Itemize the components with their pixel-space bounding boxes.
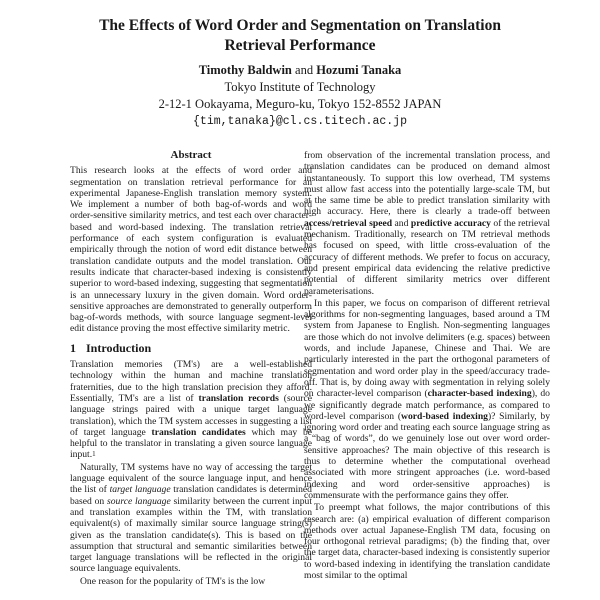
affiliation: Tokyo Institute of Technology — [224, 80, 376, 94]
term-predictive-accuracy: predictive accuracy — [410, 217, 491, 229]
address: 2-12-1 Ookayama, Meguro-ku, Tokyo 152-8552 JAPAN — [158, 97, 442, 111]
intro-p2-text-a: Naturally, TM systems have no way of accessing the target language equivalent of the source language input, and hence the list of — [70, 461, 312, 496]
intro-paragraph-1 — [70, 359, 312, 461]
term-word-based-indexing: word-based indexing — [401, 410, 488, 422]
author-and: and — [295, 63, 314, 77]
intro-paragraph-3: One reason for the popularity of TM's is the low — [80, 575, 266, 587]
intro-p2-text-b: translation candidates is determined based on — [70, 484, 312, 507]
intro-p2-text-c: similarity between the current input and translation examples within the TM, with translation equivalent(s) of maximally similar source language string(s) given as the translation candidate(s). This is based on the assumption that structural and semantic similarities between target language translations will be reflected in the original source language equivalents. — [70, 495, 313, 575]
right-p1-text-c: of the retrieval mechanism. Traditionally, research on TM retrieval methods has focused on speed, with little cross-evaluation of the accuracy of different methods. We prefer to focus on accuracy, and present empirical data evidencing the relative predictive potential of different similarity metrics over different parameterisations. — [304, 217, 550, 297]
right-paragraph-3: To preempt what follows, the major contributions of this research are: (a) empirical evaluation of different comparison methods over actual Japanese-English TM data, focusing on four orthogonal retrieval paradigms; (b) the finding that, over the target data, character-based indexing is consistently superior to word-based indexing in identifying the translation candidate most similar to the optimal — [304, 502, 550, 581]
term-translation-candidates: translation candidates — [151, 426, 246, 438]
email: {tim,tanaka}@cl.cs.titech.ac.jp — [193, 115, 407, 128]
left-column — [70, 150, 312, 587]
intro-p1-text-a: Translation memories (TM's) are a well-established technology within the human and machine translation fraternities, due to the high translation precision they afford. Essentially, TM's are a list of — [70, 359, 312, 404]
author-block — [40, 62, 560, 130]
right-p2-text-c: ), do we significantly degrade match performance, as compared to word-level comparison ( — [304, 388, 550, 422]
author-name-1: Timothy Baldwin — [198, 63, 292, 77]
title-line-1: The Effects of Word Order and Segmentation on Translation — [99, 17, 501, 34]
paper-title — [40, 16, 560, 56]
abstract-heading: Abstract — [170, 149, 212, 161]
term-character-based-indexing: character-based indexing — [427, 388, 532, 400]
section-heading-introduction — [70, 340, 312, 355]
section-number: 1 — [70, 340, 76, 355]
intro-paragraph-2 — [70, 462, 312, 575]
right-p1-text-a: from observation of the incremental translation process, and translation candidates can be produced on demand almost instantaneously. To support this low overhead, TM systems must allow fast access into the potentially large-scale TM, but at the same time be able to predict translation similarity with high accuracy. Here, there is clearly a trade-off between — [304, 150, 550, 218]
right-p2-text-a: In this paper, we focus on comparison of different retrieval algorithms for non-segmenting languages, based around a TM system from Japanese to English. Non-segmenting languages are those which do not involve delimiters (e.g. spaces) between words, and include Japanese, Chinese and Thai. We are particularly interested in the part the orthogonal parameters of segmentation and word order play in the speed/accuracy trade-off. That is, by doing away with segmentation in relying solely on character-level comparison ( — [304, 297, 550, 400]
section-title: Introduction — [86, 340, 152, 355]
footnote-mark: 1 — [92, 450, 96, 459]
intro-p1-text-d: which may be helpful to the translator in translating a given source language input. — [70, 426, 312, 461]
intro-p1-text-c: (source language strings paired with a unique target language translation), which the TM system accesses in suggesting a list of target language — [70, 392, 312, 438]
abstract-text: This research looks at the effects of word order and segmentation on translation retrieval performance for an experimental Japanese-English translation memory system. We implement a number of both bag-of-words and word order-sensitive similarity metrics, and test each over character-based and word-based indexing. The translation retrieval performance of each system configuration is evaluated empirically through the notion of word edit distance between translation candidate outputs and the model translation. Our results indicate that character-based indexing is consistently superior to word-based indexing, suggesting that segmentation is an unnecessary luxury in the given domain. Word order-sensitive approaches are demonstrated to generally outperform bag-of-words methods, with source language segment-level edit distance proving the most effective similarity metric. — [70, 165, 312, 335]
term-target-language: target language — [109, 484, 171, 496]
term-translation-records: translation records — [198, 392, 279, 404]
right-column — [304, 150, 550, 581]
right-paragraph-2 — [304, 298, 550, 501]
title-line-2: Retrieval Performance — [224, 37, 376, 54]
author-name-2: Hozumi Tanaka — [316, 63, 402, 77]
term-source-language: source language — [107, 495, 171, 507]
right-paragraph-1 — [304, 150, 550, 297]
author-names — [40, 62, 560, 79]
right-p2-text-d: )? Similarly, by ignoring word order and treating each source language string as a “bag of words”, do we genuinely lose out over word order-sensitive approaches? The main objective of this research is thus to determine whether the computational overhead associated with more stringent approaches (i.e. word-based indexing and word order-sensitive approaches) is commensurate with the performance gains they offer. — [304, 410, 550, 501]
term-access-retrieval-speed: access/retrieval speed — [304, 217, 393, 229]
right-p1-and: and — [392, 217, 411, 229]
